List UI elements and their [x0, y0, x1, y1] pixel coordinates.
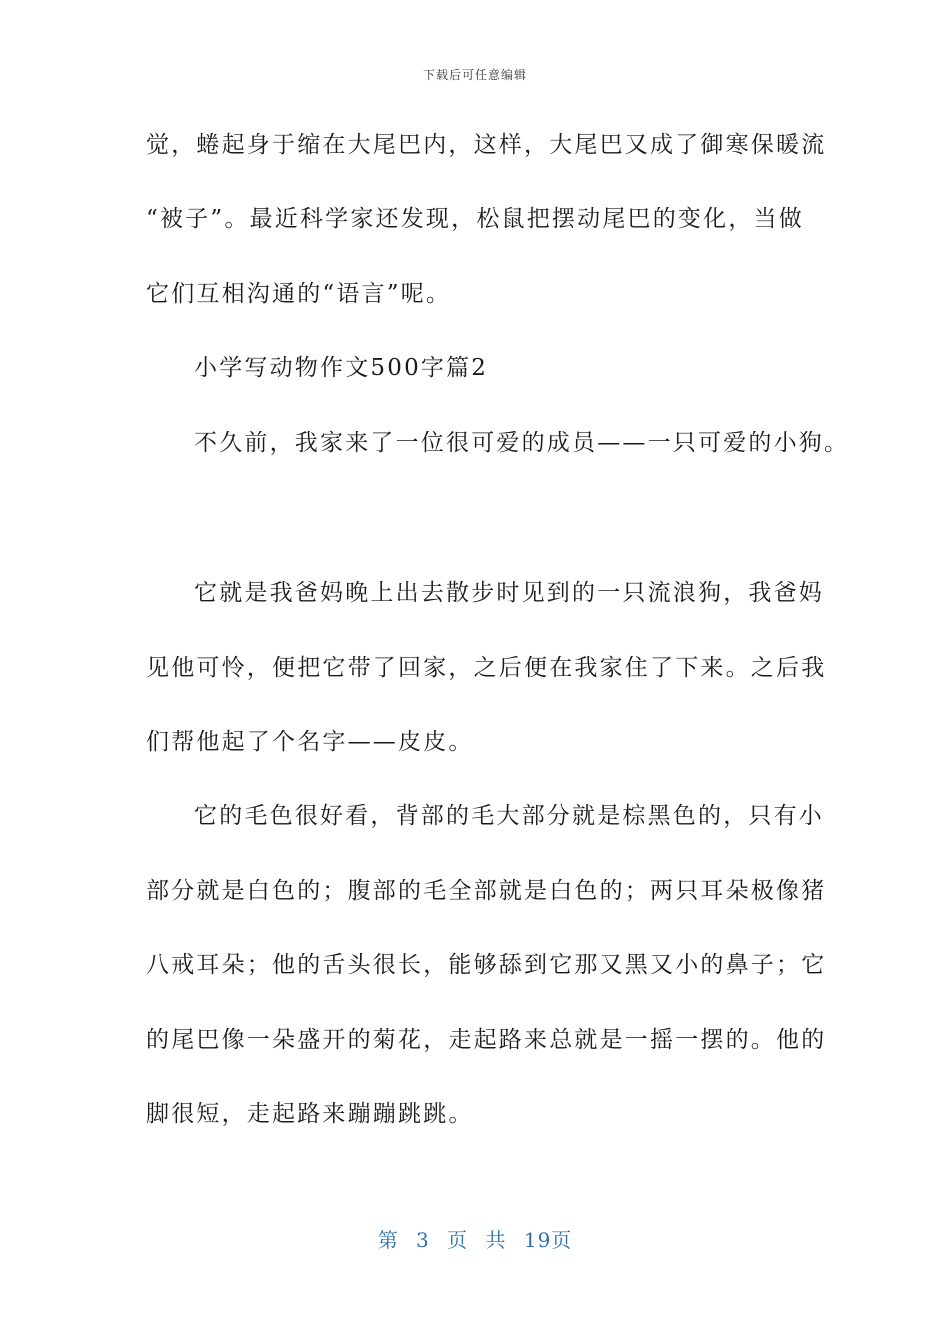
paragraph-line: 它们互相沟通的“语言”呢。	[146, 281, 452, 307]
paragraph-line: 的尾巴像一朵盛开的菊花，走起路来总就是一摇一摆的。他的	[146, 1027, 827, 1053]
footer-label-ye: 页	[447, 1228, 469, 1252]
paragraph-line: 脚很短，走起路来蹦蹦跳跳。	[146, 1101, 474, 1127]
section-heading: 小学写动物作文500字篇2	[194, 355, 489, 381]
paragraph-line: 八戒耳朵；他的舌头很长，能够舔到它那又黑又小的鼻子；它	[146, 952, 827, 978]
paragraph-line: 不久前，我家来了一位很可爱的成员——一只可爱的小狗。	[194, 430, 850, 456]
paragraph-line: 见他可怜，便把它带了回家，之后便在我家住了下来。之后我	[146, 655, 827, 681]
current-page-number: 3	[416, 1228, 430, 1252]
paragraph-line: 们帮他起了个名字——皮皮。	[146, 729, 474, 755]
paragraph-line: 部分就是白色的；腹部的毛全部就是白色的；两只耳朵极像猪	[146, 878, 827, 904]
paragraph-line: 它的毛色很好看，背部的毛大部分就是棕黑色的，只有小	[194, 803, 824, 829]
paragraph-line: 它就是我爸妈晚上出去散步时见到的一只流浪狗，我爸妈	[194, 580, 824, 606]
footer-label-di: 第	[377, 1228, 399, 1252]
footer-label-gong: 共	[485, 1228, 507, 1252]
total-pages: 19页	[523, 1228, 573, 1252]
paragraph-line: “被子”。最近科学家还发现，松鼠把摆动尾巴的变化，当做	[146, 206, 804, 232]
paragraph-line: 觉，蜷起身于缩在大尾巴内，这样，大尾巴又成了御寒保暖流	[146, 132, 827, 158]
header-note: 下载后可任意编辑	[422, 68, 527, 82]
page-footer	[0, 1224, 950, 1253]
